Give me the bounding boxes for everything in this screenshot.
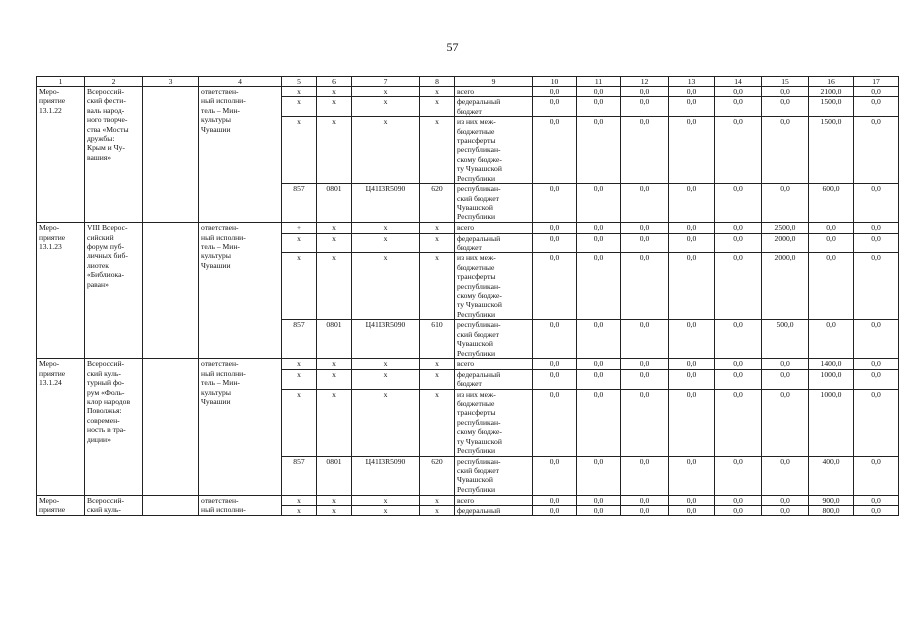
amount-cell: 0,0	[715, 97, 762, 117]
amount-cell: 0,0	[669, 506, 715, 516]
amount-cell: 0,0	[762, 506, 809, 516]
amount-cell: 0,0	[854, 359, 899, 369]
amount-cell: 0,0	[621, 233, 669, 253]
amount-cell: 500,0	[762, 320, 809, 359]
amount-cell: 0,0	[577, 97, 621, 117]
amount-cell: 0,0	[669, 320, 715, 359]
ministry-code: x	[282, 495, 317, 505]
amount-cell: 0,0	[533, 320, 577, 359]
amount-cell: 0,0	[669, 87, 715, 97]
column-number: 9	[455, 77, 533, 87]
column-number: 5	[282, 77, 317, 87]
amount-cell: 0,0	[854, 233, 899, 253]
amount-cell: 0,0	[809, 223, 854, 233]
amount-cell: 0,0	[621, 359, 669, 369]
ministry-code: x	[282, 97, 317, 117]
section-code: x	[317, 87, 352, 97]
amount-cell: 0,0	[577, 223, 621, 233]
expense-code: x	[420, 223, 455, 233]
funding-source: всего	[455, 495, 533, 505]
column-number: 1	[37, 77, 85, 87]
table-row	[37, 495, 899, 505]
amount-cell: 0,0	[762, 359, 809, 369]
amount-cell: 0,0	[715, 495, 762, 505]
amount-cell: 0,0	[533, 456, 577, 495]
expense-code: x	[420, 117, 455, 184]
amount-cell: 2500,0	[762, 223, 809, 233]
amount-cell: 0,0	[762, 184, 809, 223]
ministry-code: 857	[282, 320, 317, 359]
expense-code: x	[420, 389, 455, 456]
funding-source: федеральный бюджет	[455, 233, 533, 253]
amount-cell: 0,0	[577, 320, 621, 359]
amount-cell: 1000,0	[809, 389, 854, 456]
empty-cell	[143, 495, 199, 516]
amount-cell: 0,0	[621, 87, 669, 97]
table-row	[37, 87, 899, 97]
amount-cell: 400,0	[809, 456, 854, 495]
amount-cell: 0,0	[533, 506, 577, 516]
section-code: x	[317, 97, 352, 117]
amount-cell: 0,0	[577, 369, 621, 389]
amount-cell: 1400,0	[809, 359, 854, 369]
article-code: x	[352, 223, 420, 233]
ministry-code: x	[282, 87, 317, 97]
amount-cell: 0,0	[715, 456, 762, 495]
amount-cell: 0,0	[715, 369, 762, 389]
article-code: Ц41I3R5090	[352, 184, 420, 223]
amount-cell: 2100,0	[809, 87, 854, 97]
column-number: 17	[854, 77, 899, 87]
event-code: Меро- приятие 13.1.22	[37, 87, 85, 223]
amount-cell: 0,0	[669, 389, 715, 456]
executor: ответствен- ный исполни- тель – Мин- культуры Чувашии	[199, 87, 282, 223]
funding-source: республикан- ский бюджет Чувашской Республики	[455, 320, 533, 359]
section-code: x	[317, 253, 352, 320]
header-row	[37, 77, 899, 87]
executor: ответствен- ный исполни-	[199, 495, 282, 516]
amount-cell: 0,0	[854, 253, 899, 320]
amount-cell: 0,0	[577, 117, 621, 184]
amount-cell: 0,0	[533, 184, 577, 223]
funding-source: всего	[455, 223, 533, 233]
section-code: x	[317, 233, 352, 253]
amount-cell: 0,0	[621, 117, 669, 184]
expense-code: 610	[420, 320, 455, 359]
amount-cell: 0,0	[854, 389, 899, 456]
amount-cell: 0,0	[621, 495, 669, 505]
amount-cell: 0,0	[854, 320, 899, 359]
column-number: 16	[809, 77, 854, 87]
article-code: x	[352, 369, 420, 389]
amount-cell: 0,0	[715, 320, 762, 359]
amount-cell: 0,0	[621, 456, 669, 495]
amount-cell: 0,0	[854, 369, 899, 389]
amount-cell: 0,0	[621, 389, 669, 456]
article-code: x	[352, 117, 420, 184]
amount-cell: 0,0	[854, 495, 899, 505]
column-number: 12	[621, 77, 669, 87]
event-name: Всероссий- ский куль- турный фо- рум «Фоль- клор народов Поволжья: современ- ность в тра- диции»	[85, 359, 143, 495]
amount-cell: 0,0	[577, 506, 621, 516]
amount-cell: 800,0	[809, 506, 854, 516]
amount-cell: 0,0	[533, 359, 577, 369]
ministry-code: 857	[282, 184, 317, 223]
amount-cell: 0,0	[715, 184, 762, 223]
amount-cell: 0,0	[669, 233, 715, 253]
amount-cell: 0,0	[809, 253, 854, 320]
amount-cell: 0,0	[715, 233, 762, 253]
amount-cell: 1500,0	[809, 97, 854, 117]
amount-cell: 0,0	[762, 495, 809, 505]
article-code: Ц41I3R5090	[352, 456, 420, 495]
amount-cell: 0,0	[669, 495, 715, 505]
amount-cell: 0,0	[669, 117, 715, 184]
amount-cell: 0,0	[809, 233, 854, 253]
amount-cell: 900,0	[809, 495, 854, 505]
amount-cell: 0,0	[533, 253, 577, 320]
column-number: 14	[715, 77, 762, 87]
ministry-code: x	[282, 369, 317, 389]
amount-cell: 0,0	[621, 506, 669, 516]
ministry-code: +	[282, 223, 317, 233]
column-number: 11	[577, 77, 621, 87]
amount-cell: 0,0	[809, 320, 854, 359]
expense-code: x	[420, 495, 455, 505]
section-code: 0801	[317, 184, 352, 223]
section-code: x	[317, 117, 352, 184]
empty-cell	[143, 223, 199, 359]
section-code: 0801	[317, 456, 352, 495]
amount-cell: 1500,0	[809, 117, 854, 184]
event-code: Меро- приятие 13.1.24	[37, 359, 85, 495]
funding-source: всего	[455, 359, 533, 369]
article-code: x	[352, 253, 420, 320]
ministry-code: x	[282, 117, 317, 184]
amount-cell: 0,0	[577, 359, 621, 369]
article-code: Ц41I3R5090	[352, 320, 420, 359]
empty-cell	[143, 87, 199, 223]
amount-cell: 0,0	[715, 506, 762, 516]
ministry-code: x	[282, 389, 317, 456]
section-code: x	[317, 369, 352, 389]
article-code: x	[352, 359, 420, 369]
amount-cell: 0,0	[715, 87, 762, 97]
amount-cell: 0,0	[762, 87, 809, 97]
article-code: x	[352, 389, 420, 456]
funding-source: из них меж- бюджетные трансферты республикан- скому бюдже- ту Чувашской Республики	[455, 389, 533, 456]
expense-code: x	[420, 253, 455, 320]
amount-cell: 0,0	[669, 456, 715, 495]
amount-cell: 0,0	[715, 389, 762, 456]
table-row	[37, 359, 899, 369]
amount-cell: 0,0	[854, 97, 899, 117]
section-code: x	[317, 389, 352, 456]
column-number: 7	[352, 77, 420, 87]
amount-cell: 600,0	[809, 184, 854, 223]
amount-cell: 0,0	[854, 223, 899, 233]
event-code: Меро- приятие 13.1.23	[37, 223, 85, 359]
amount-cell: 0,0	[715, 253, 762, 320]
section-code: 0801	[317, 320, 352, 359]
amount-cell: 0,0	[621, 97, 669, 117]
empty-cell	[143, 359, 199, 495]
table-row	[37, 223, 899, 233]
amount-cell: 0,0	[533, 117, 577, 184]
funding-source: республикан- ский бюджет Чувашской Республики	[455, 456, 533, 495]
ministry-code: x	[282, 233, 317, 253]
amount-cell: 0,0	[669, 369, 715, 389]
column-number: 3	[143, 77, 199, 87]
amount-cell: 0,0	[533, 389, 577, 456]
expense-code: x	[420, 359, 455, 369]
amount-cell: 0,0	[854, 456, 899, 495]
section-code: x	[317, 223, 352, 233]
page-number: 57	[446, 40, 459, 54]
expense-code: x	[420, 506, 455, 516]
funding-source: из них меж- бюджетные трансферты республикан- скому бюдже- ту Чувашской Республики	[455, 253, 533, 320]
funding-source: из них меж- бюджетные трансферты республикан- скому бюдже- ту Чувашской Республики	[455, 117, 533, 184]
ministry-code: 857	[282, 456, 317, 495]
amount-cell: 0,0	[715, 359, 762, 369]
executor: ответствен- ный исполни- тель – Мин- культуры Чувашии	[199, 223, 282, 359]
column-number: 13	[669, 77, 715, 87]
amount-cell: 0,0	[669, 253, 715, 320]
expense-code: 620	[420, 456, 455, 495]
amount-cell: 0,0	[533, 223, 577, 233]
expense-code: x	[420, 97, 455, 117]
amount-cell: 0,0	[762, 369, 809, 389]
column-number: 2	[85, 77, 143, 87]
amount-cell: 0,0	[669, 359, 715, 369]
event-name: Всероссий- ский фести- валь народ- ного творче- ства «Мосты дружбы: Крым и Чу- вашия»	[85, 87, 143, 223]
amount-cell: 2000,0	[762, 233, 809, 253]
funding-source: республикан- ский бюджет Чувашской Республики	[455, 184, 533, 223]
amount-cell: 0,0	[533, 495, 577, 505]
amount-cell: 2000,0	[762, 253, 809, 320]
section-code: x	[317, 495, 352, 505]
amount-cell: 0,0	[669, 223, 715, 233]
amount-cell: 0,0	[762, 389, 809, 456]
column-number: 6	[317, 77, 352, 87]
article-code: x	[352, 87, 420, 97]
amount-cell: 0,0	[577, 233, 621, 253]
column-number: 15	[762, 77, 809, 87]
ministry-code: x	[282, 359, 317, 369]
funding-source: федеральный бюджет	[455, 369, 533, 389]
amount-cell: 0,0	[621, 369, 669, 389]
amount-cell: 0,0	[621, 223, 669, 233]
funding-source: федеральный	[455, 506, 533, 516]
amount-cell: 0,0	[854, 87, 899, 97]
funding-source: всего	[455, 87, 533, 97]
amount-cell: 0,0	[621, 184, 669, 223]
section-code: x	[317, 359, 352, 369]
amount-cell: 0,0	[533, 87, 577, 97]
amount-cell: 0,0	[669, 184, 715, 223]
section-code: x	[317, 506, 352, 516]
article-code: x	[352, 506, 420, 516]
amount-cell: 0,0	[715, 117, 762, 184]
amount-cell: 0,0	[577, 253, 621, 320]
expense-code: x	[420, 369, 455, 389]
amount-cell: 0,0	[669, 97, 715, 117]
amount-cell: 0,0	[854, 184, 899, 223]
amount-cell: 0,0	[577, 389, 621, 456]
amount-cell: 1000,0	[809, 369, 854, 389]
amount-cell: 0,0	[533, 369, 577, 389]
expense-code: x	[420, 87, 455, 97]
column-number: 10	[533, 77, 577, 87]
event-code: Меро- приятие	[37, 495, 85, 516]
executor: ответствен- ный исполни- тель – Мин- культуры Чувашии	[199, 359, 282, 495]
ministry-code: x	[282, 506, 317, 516]
event-name: Всероссий- ский куль-	[85, 495, 143, 516]
article-code: x	[352, 233, 420, 253]
expense-code: x	[420, 233, 455, 253]
article-code: x	[352, 97, 420, 117]
ministry-code: x	[282, 253, 317, 320]
amount-cell: 0,0	[762, 117, 809, 184]
funding-source: федеральный бюджет	[455, 97, 533, 117]
amount-cell: 0,0	[854, 117, 899, 184]
column-number: 8	[420, 77, 455, 87]
event-name: VIII Всерос- сийский форум пуб- личных биб- лиотек «Библиока- раван»	[85, 223, 143, 359]
column-number: 4	[199, 77, 282, 87]
amount-cell: 0,0	[762, 456, 809, 495]
article-code: x	[352, 495, 420, 505]
amount-cell: 0,0	[533, 233, 577, 253]
amount-cell: 0,0	[854, 506, 899, 516]
amount-cell: 0,0	[577, 495, 621, 505]
amount-cell: 0,0	[621, 253, 669, 320]
amount-cell: 0,0	[577, 456, 621, 495]
amount-cell: 0,0	[621, 320, 669, 359]
amount-cell: 0,0	[715, 223, 762, 233]
amount-cell: 0,0	[533, 97, 577, 117]
amount-cell: 0,0	[577, 184, 621, 223]
expense-code: 620	[420, 184, 455, 223]
budget-table	[36, 76, 899, 516]
amount-cell: 0,0	[762, 97, 809, 117]
amount-cell: 0,0	[577, 87, 621, 97]
